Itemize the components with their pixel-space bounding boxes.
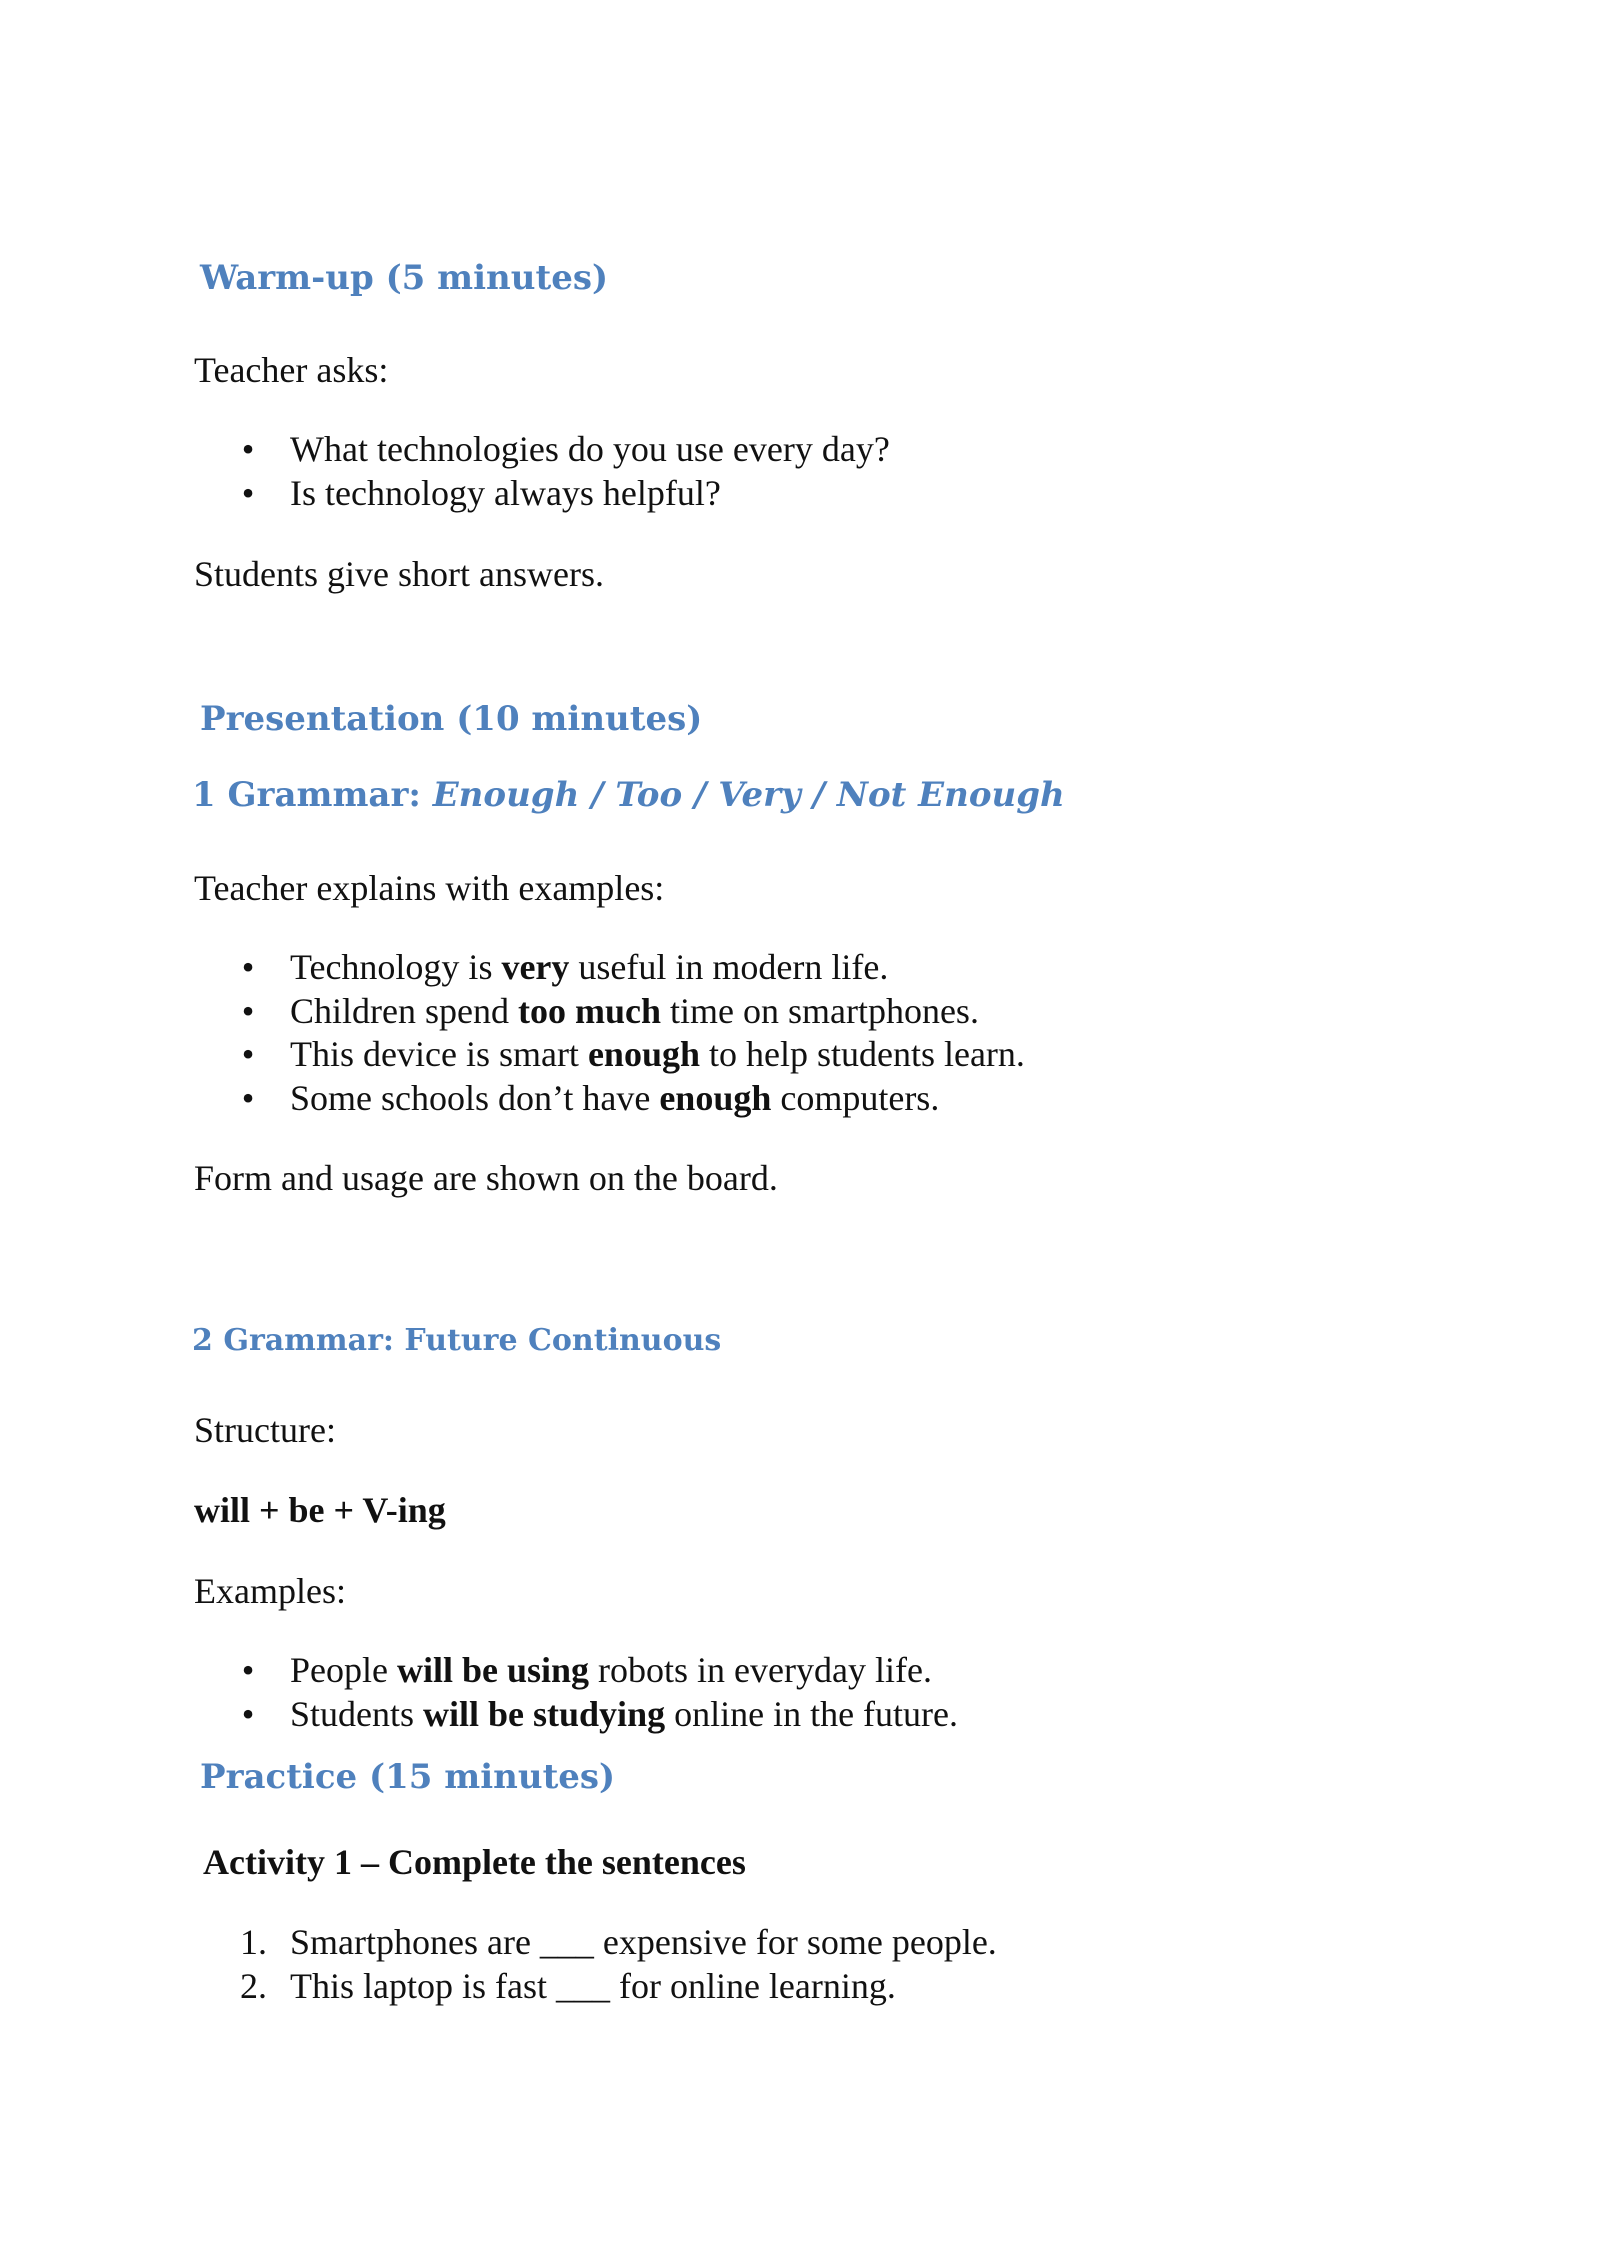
list-item: • People will be using robots in everyday life.	[194, 1649, 958, 1693]
bullet-icon: •	[241, 1034, 255, 1074]
warmup-outro: Students give short answers.	[194, 554, 604, 594]
structure-label: Structure:	[194, 1410, 336, 1450]
grammar1-intro: Teacher explains with examples:	[194, 868, 665, 908]
grammar1-heading: 1 Grammar: Enough / Too / Very / Not Enough	[192, 775, 1065, 815]
bullet-icon: •	[241, 947, 255, 987]
bullet-icon: •	[241, 472, 255, 513]
bullet-icon: •	[241, 1650, 255, 1690]
list-item: • Some schools don’t have enough computers.	[194, 1077, 1025, 1121]
warmup-heading: Warm-up (5 minutes)	[200, 258, 609, 298]
bullet-icon: •	[241, 1693, 255, 1734]
list-item: • Is technology always helpful?	[194, 472, 890, 516]
presentation-heading: Presentation (10 minutes)	[200, 699, 703, 739]
list-item: • Technology is very useful in modern life.	[194, 946, 1025, 990]
list-item: • What technologies do you use every day?	[194, 428, 890, 472]
bullet-icon: •	[241, 1077, 255, 1118]
grammar1-outro: Form and usage are shown on the board.	[194, 1158, 778, 1198]
grammar1-example-list	[194, 946, 1025, 1120]
activity1-title: Activity 1 – Complete the sentences	[203, 1842, 746, 1882]
list-item: • Children spend too much time on smartphones.	[194, 990, 1025, 1034]
bullet-icon: •	[241, 990, 255, 1031]
examples-label: Examples:	[194, 1571, 346, 1611]
grammar2-heading: 2 Grammar: Future Continuous	[192, 1323, 722, 1358]
activity1-sentence-list	[194, 1921, 997, 2008]
list-item: • Students will be studying online in the future.	[194, 1693, 958, 1737]
practice-heading: Practice (15 minutes)	[200, 1757, 616, 1797]
list-item: • This device is smart enough to help students learn.	[194, 1033, 1025, 1077]
warmup-intro: Teacher asks:	[194, 350, 389, 390]
structure-formula: will + be + V-ing	[194, 1490, 446, 1530]
list-item: 2. This laptop is fast ___ for online learning.	[240, 1965, 896, 2006]
warmup-question-list	[194, 428, 890, 515]
bullet-icon: •	[241, 429, 255, 469]
list-item: 1. Smartphones are ___ expensive for some people.	[240, 1922, 997, 1962]
grammar2-example-list	[194, 1649, 958, 1736]
